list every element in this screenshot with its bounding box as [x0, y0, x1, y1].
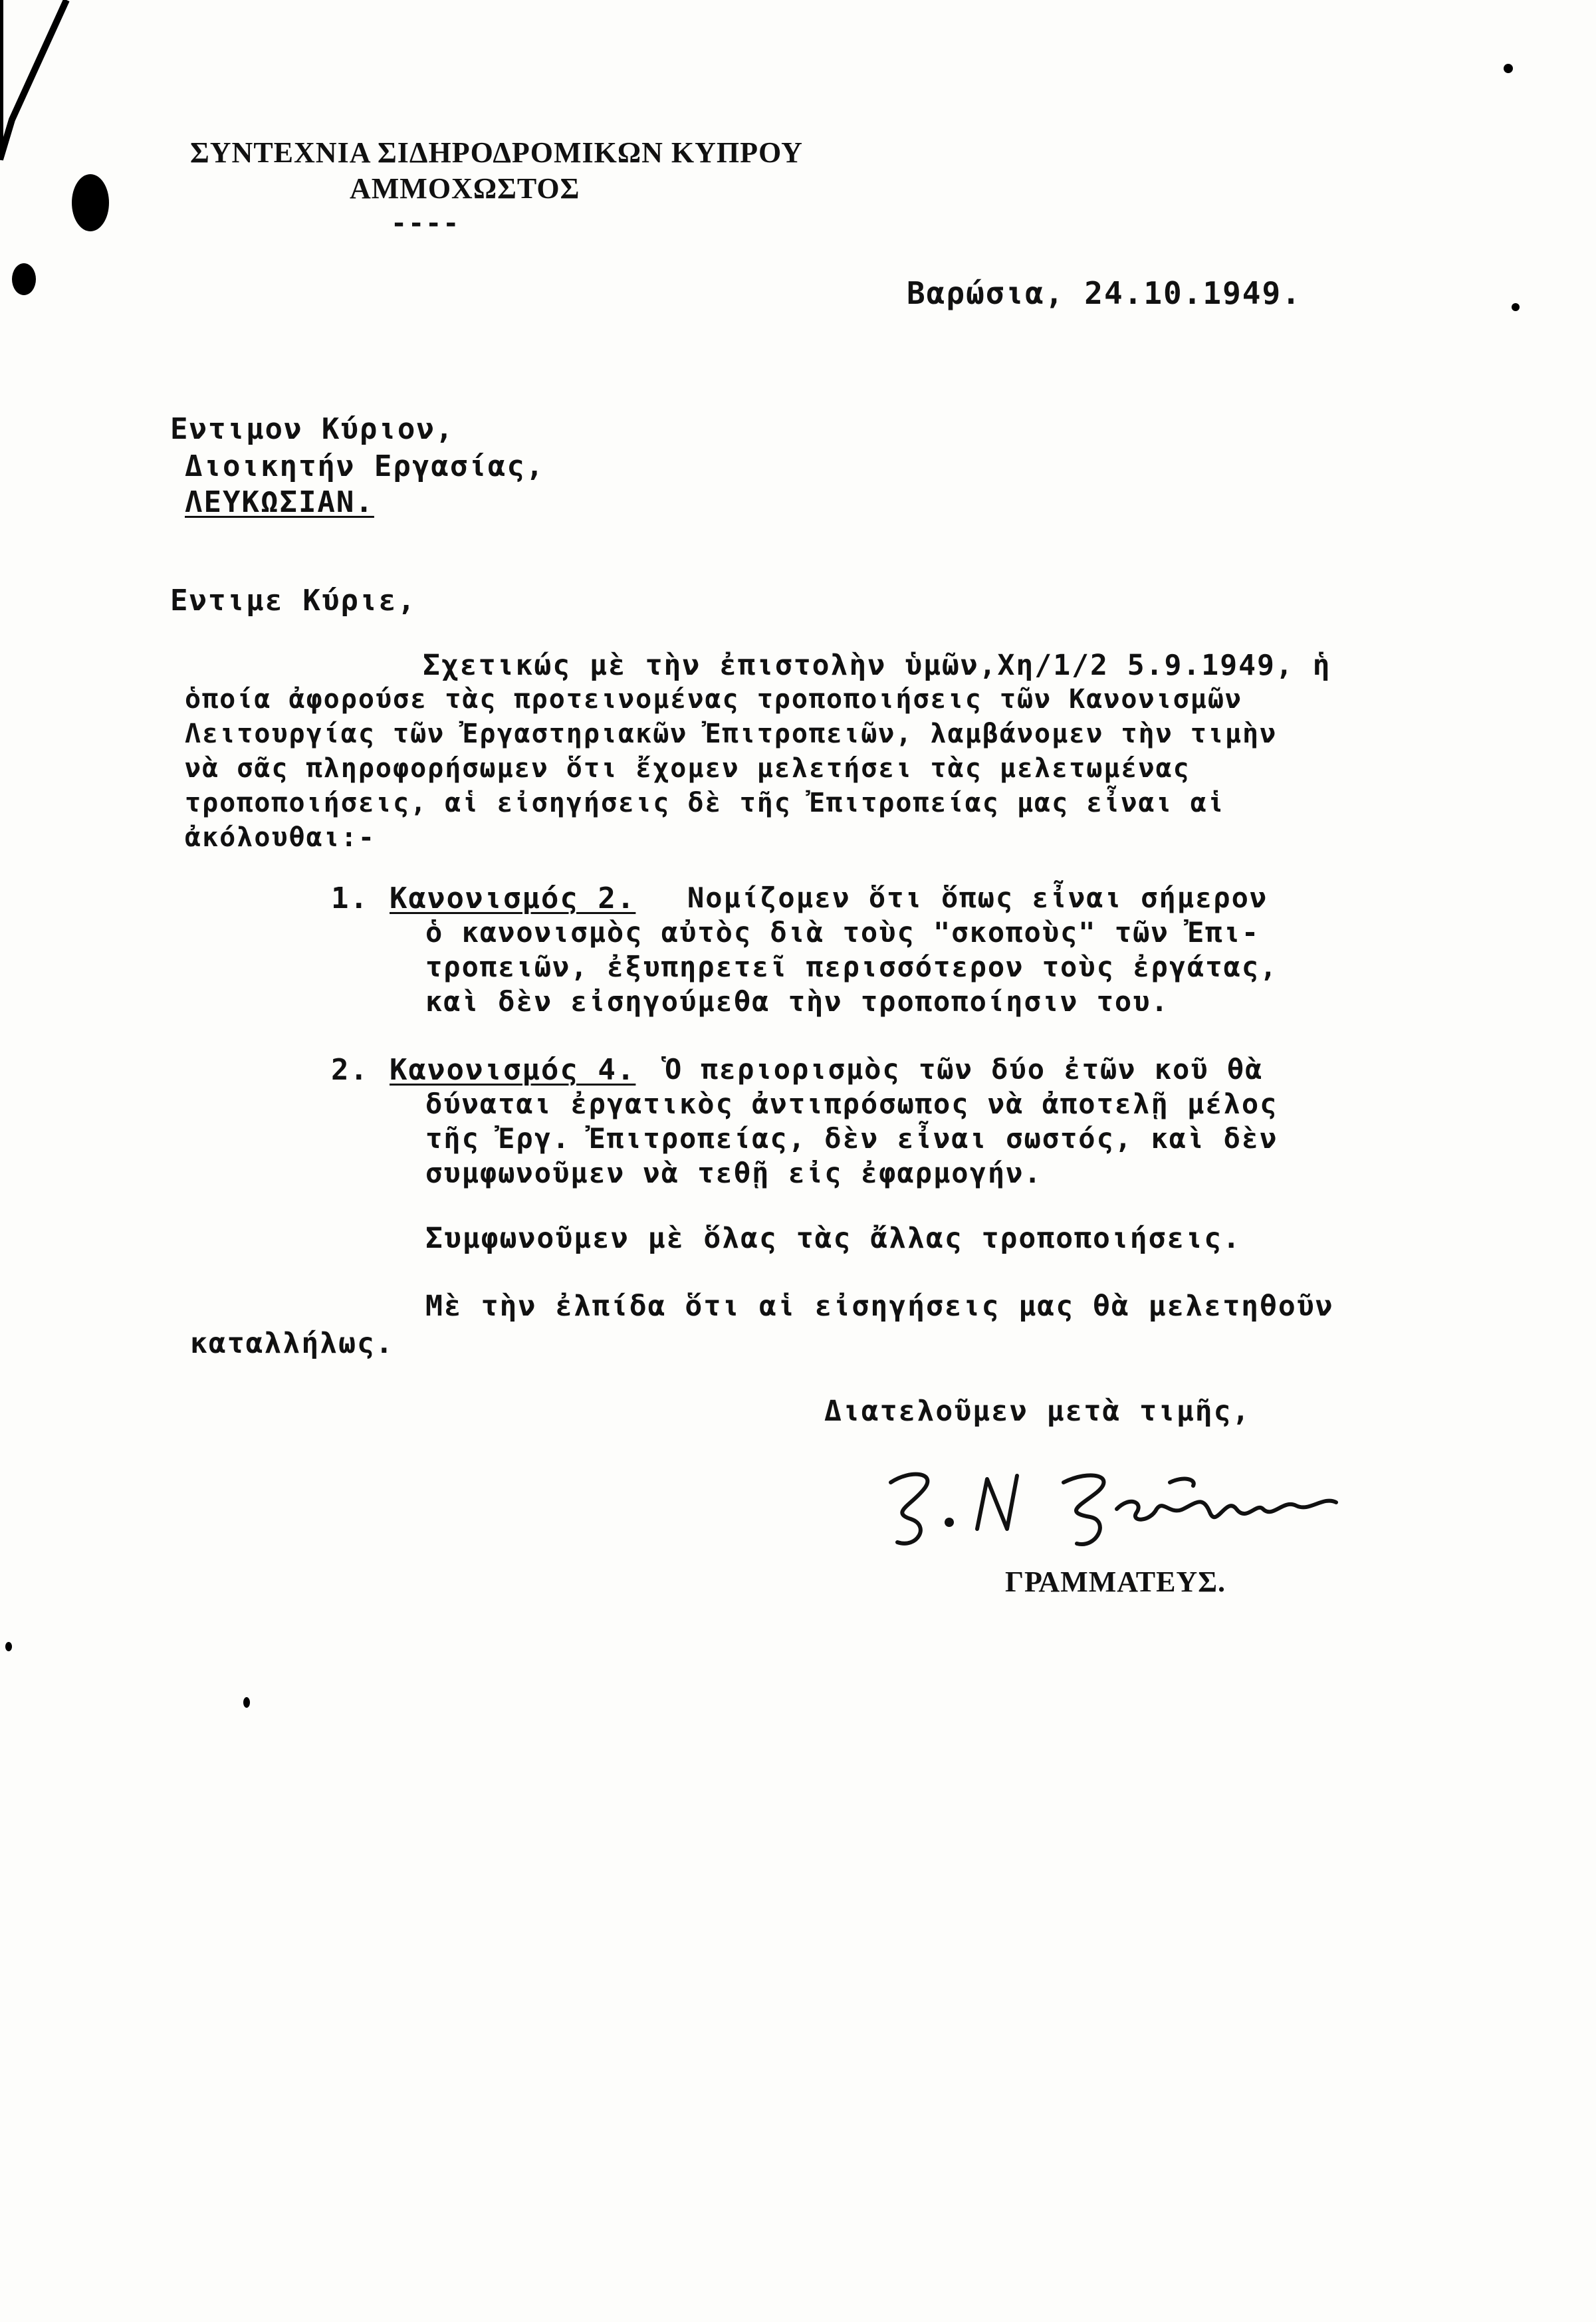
item-2-line: Ὁ περιορισμὸς τῶν δύο ἐτῶν κοῦ θὰ: [665, 1053, 1264, 1086]
ink-blot: [72, 174, 109, 231]
scan-edge-mark: [0, 0, 93, 173]
item-2-line: τῆς Ἐργ. Ἐπιτροπείας, δὲν εἶναι σωστός, καὶ δὲν: [425, 1122, 1278, 1155]
handwritten-signature: [864, 1456, 1356, 1556]
item-1-line: καὶ δὲν εἰσηγούμεθα τὴν τροποποίησιν του.: [425, 985, 1169, 1018]
item-1-line: ὁ κανονισμὸς αὐτὸς διὰ τοὺς "σκοποὺς" τῶν Ἐπι-: [425, 916, 1260, 949]
letterhead-rule: ----: [391, 208, 461, 239]
recipient-line-2: Διοικητήν Εργασίας,: [185, 449, 545, 483]
item-2-title: Κανονισμός 4.: [390, 1053, 636, 1087]
ink-blot: [12, 263, 36, 295]
body-line: ἀκόλουθαι:-: [185, 822, 376, 853]
body-line: ὁποία ἀφορούσε τὰς προτεινομένας τροποποιήσεις τῶν Κανονισμῶν: [185, 684, 1243, 715]
valediction: Διατελοῦμεν μετὰ τιμῆς,: [824, 1395, 1251, 1428]
signatory-title: ΓΡΑΜΜΑΤΕΥΣ.: [1005, 1566, 1226, 1598]
body-line: τροποποιήσεις, αἱ εἰσηγήσεις δὲ τῆς Ἐπιτροπείας μας εἶναι αἱ: [185, 788, 1225, 818]
letterhead-location: ΑΜΜΟΧΩΣΤΟΣ: [350, 172, 580, 205]
item-1-line: τροπειῶν, ἐξυπηρετεῖ περισσότερον τοὺς ἐργάτας,: [425, 951, 1278, 983]
body-line: Σχετικώς μὲ τὴν ἐπιστολὴν ὑμῶν,Χη/1/2 5.9.1949, ἡ: [423, 649, 1331, 682]
ink-speck: [1512, 303, 1520, 311]
body-line: Λειτουργίας τῶν Ἐργαστηριακῶν Ἐπιτροπειῶν, λαμβάνομεν τὴν τιμὴν: [185, 719, 1278, 749]
item-2-line: δύναται ἐργατικὸς ἀντιπρόσωπος νὰ ἀποτελῇ μέλος: [425, 1088, 1278, 1120]
closing-line-1: Μὲ τὴν ἐλπίδα ὅτι αἱ εἰσηγήσεις μας θὰ μελετηθοῦν: [425, 1290, 1334, 1323]
letterhead-org-name: ΣΥΝΤΕΧΝΙΑ ΣΙΔΗΡΟΔΡΟΜΙΚΩΝ ΚΥΠΡΟΥ: [190, 136, 803, 169]
item-1-number: 1.: [331, 881, 369, 915]
closing-line-2: καταλλήλως.: [190, 1327, 394, 1360]
body-line: νὰ σᾶς πληροφορήσωμεν ὅτι ἔχομεν μελετήσει τὰς μελετωμένας: [185, 753, 1191, 784]
date-line: Βαρώσια, 24.10.1949.: [907, 275, 1302, 311]
item-2-line: συμφωνοῦμεν νὰ τεθῇ εἰς ἐφαρμογήν.: [425, 1157, 1042, 1189]
ink-speck: [1504, 64, 1513, 73]
ink-speck: [5, 1642, 12, 1651]
salutation: Εντιμε Κύριε,: [170, 584, 417, 618]
agreement-line: Συμφωνοῦμεν μὲ ὅλας τὰς ἄλλας τροποποιήσεις.: [425, 1222, 1242, 1255]
item-1-title: Κανονισμός 2.: [390, 881, 636, 915]
item-2-number: 2.: [331, 1053, 369, 1087]
recipient-line-3: ΛΕΥΚΩΣΙΑΝ.: [185, 485, 374, 519]
item-1-line: Νομίζομεν ὅτι ὅπως εἶναι σήμερον: [687, 881, 1268, 914]
recipient-line-1: Εντιμον Κύριον,: [170, 412, 455, 446]
ink-speck: [243, 1697, 250, 1708]
